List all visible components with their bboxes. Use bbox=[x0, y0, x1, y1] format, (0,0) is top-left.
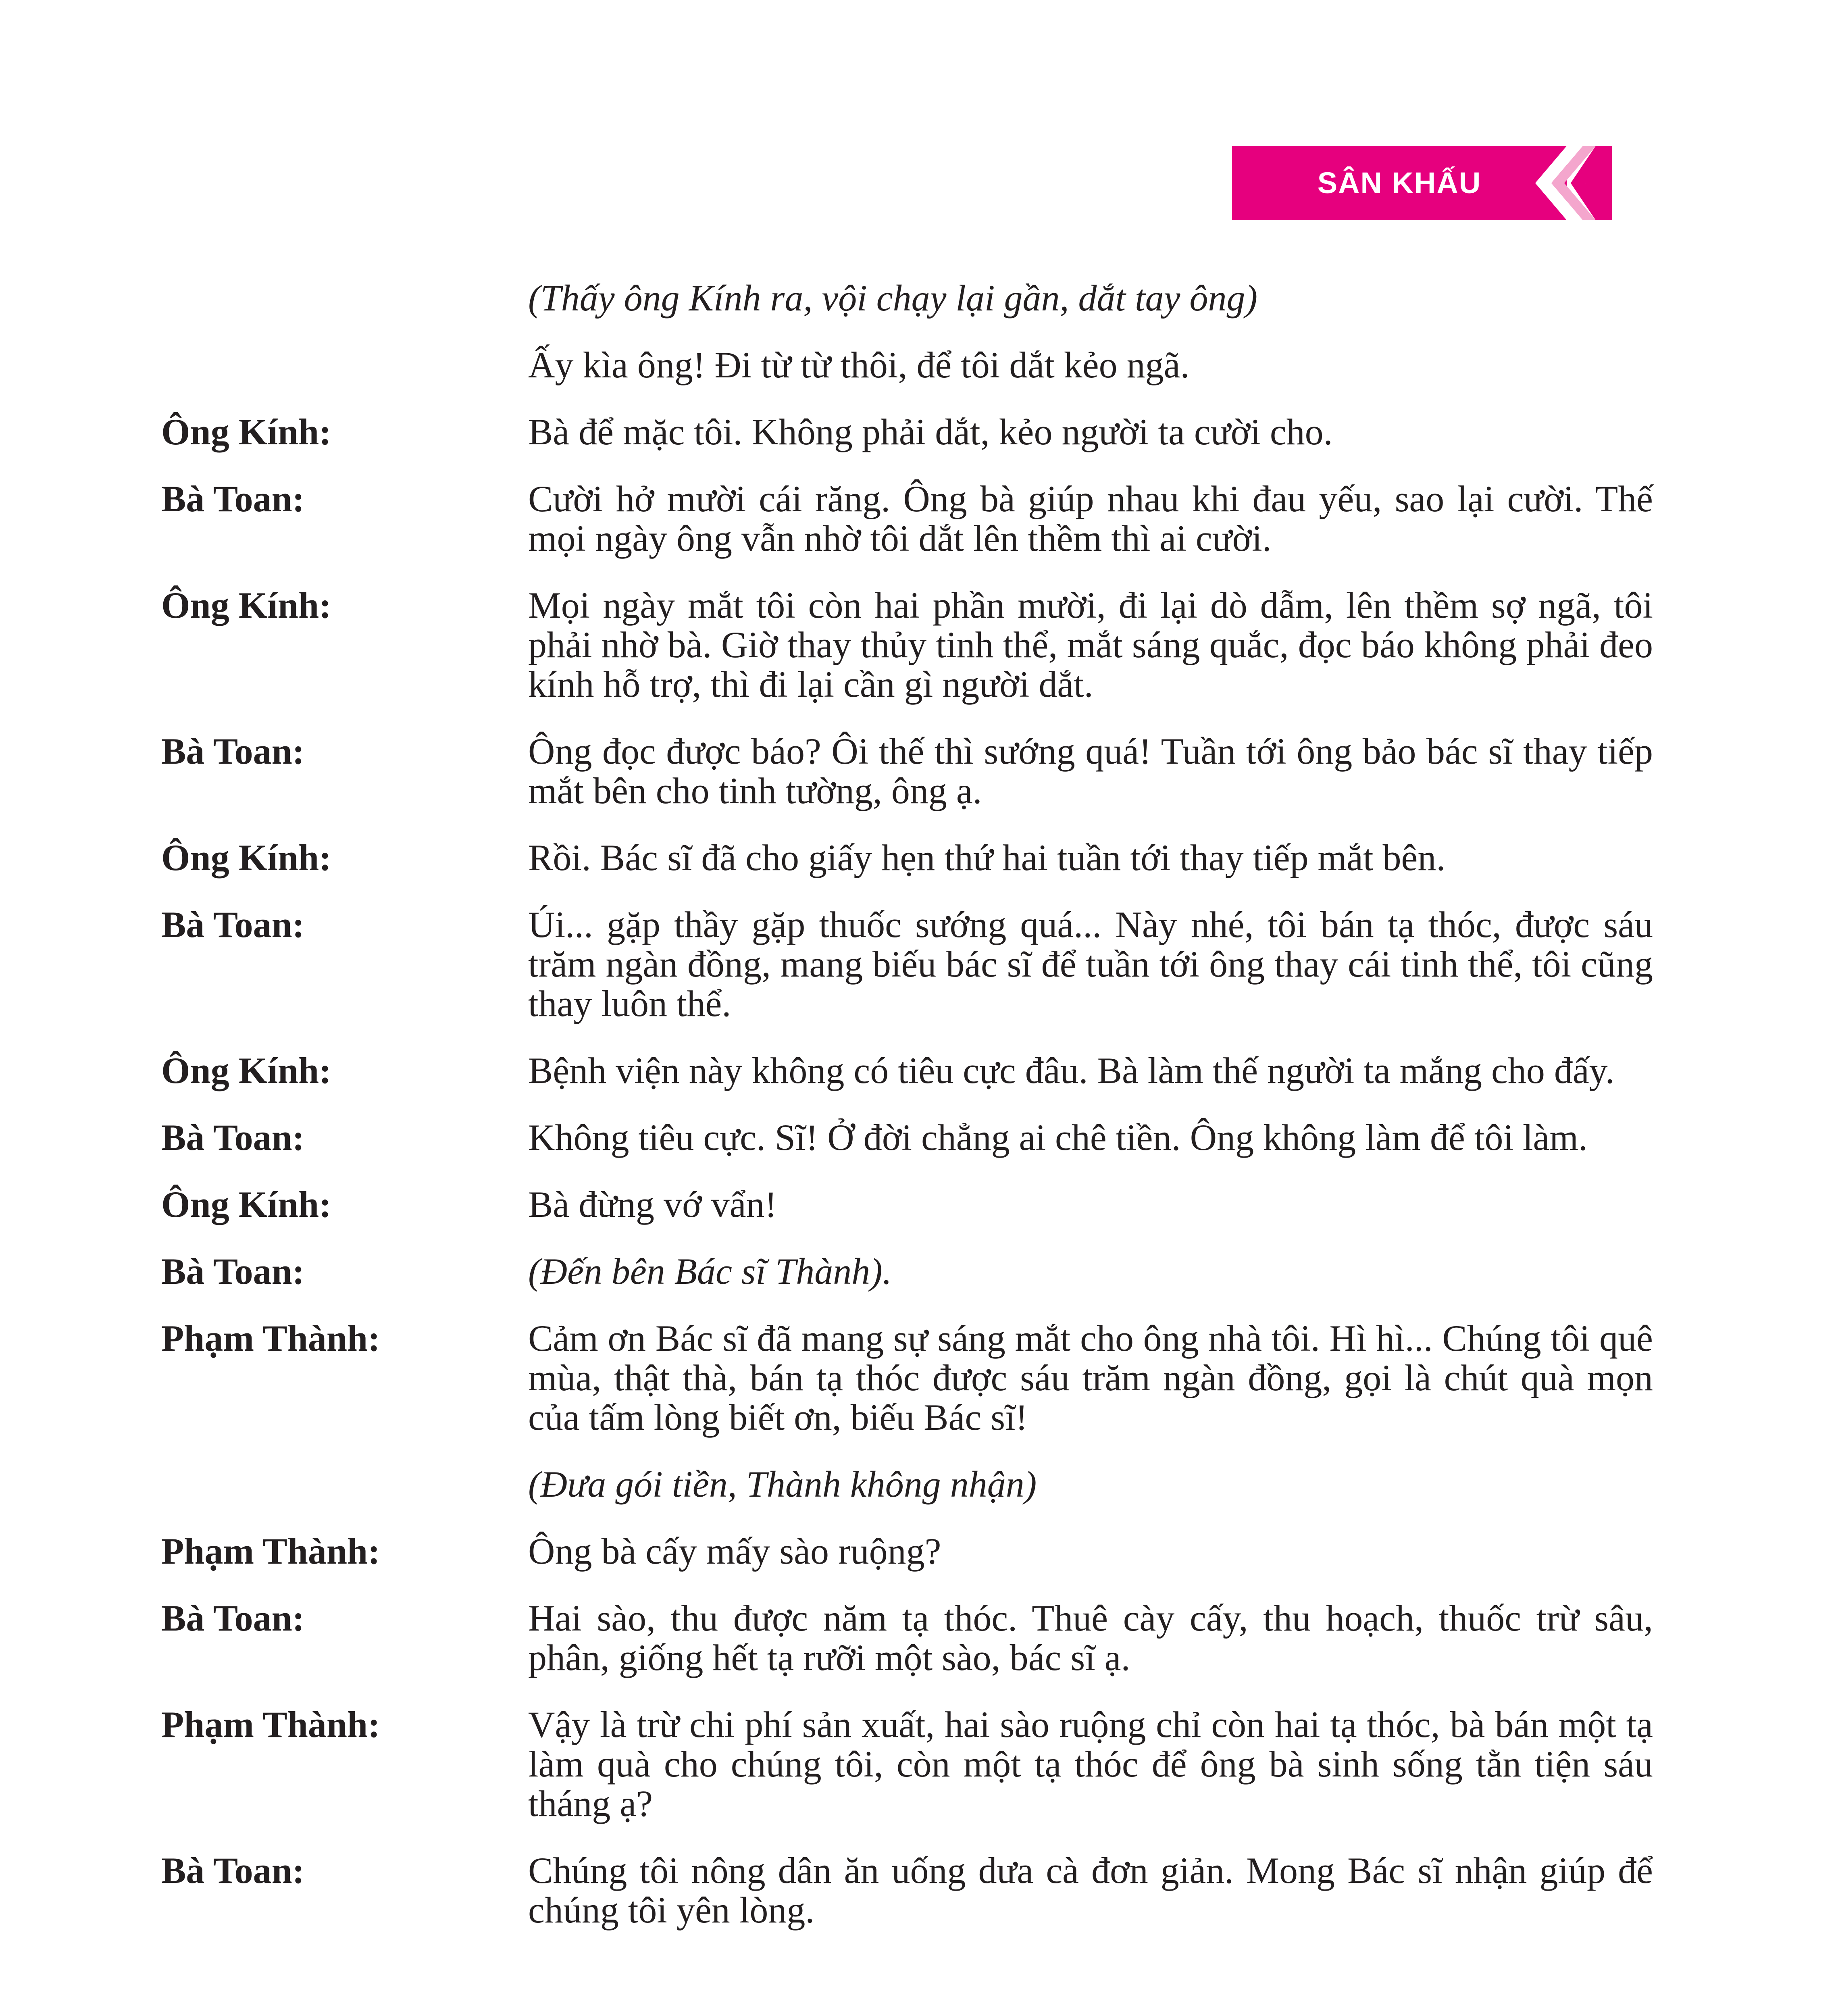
stage-direction: (Thấy ông Kính ra, vội chạy lại gần, dắt tay ông) bbox=[528, 277, 1258, 319]
dialogue-row bbox=[161, 479, 1653, 558]
speaker-name: Bà Toan: bbox=[161, 478, 305, 519]
speaker-name: Ông Kính: bbox=[161, 411, 331, 452]
stage-direction: (Đưa gói tiền, Thành không nhận) bbox=[528, 1464, 1037, 1505]
dialogue-line: Bà đừng vớ vẩn! bbox=[528, 1184, 777, 1225]
dialogue-line: Hai sào, thu được năm tạ thóc. Thuê cày cấy, thu hoạch, thuốc trừ sâu, phân, giống hết tạ rưỡi một sào, bác sĩ ạ. bbox=[528, 1597, 1653, 1678]
dialogue-row bbox=[161, 345, 1653, 385]
dialogue-line: Ấy kìa ông! Đi từ từ thôi, để tôi dắt kẻo ngã. bbox=[528, 344, 1190, 385]
stage-direction: (Đến bên Bác sĩ Thành). bbox=[528, 1251, 892, 1292]
dialogue-line: Cảm ơn Bác sĩ đã mang sự sáng mắt cho ông nhà tôi. Hì hì... Chúng tôi quê mùa, thật thà, bán tạ thóc được sáu trăm ngàn đồng, gọi là chút quà mọn của tấm lòng biết ơn, biếu Bác sĩ! bbox=[528, 1318, 1653, 1438]
speaker-name: Ông Kính: bbox=[161, 837, 331, 878]
speaker-name: Phạm Thành: bbox=[161, 1318, 380, 1359]
dialogue-row bbox=[161, 731, 1653, 810]
section-title: SÂN KHẤU bbox=[1317, 166, 1482, 200]
dialogue-row bbox=[161, 278, 1653, 318]
speaker-name bbox=[161, 278, 528, 318]
dialogue-line: Không tiêu cực. Sĩ! Ở đời chẳng ai chê tiền. Ông không làm để tôi làm. bbox=[528, 1117, 1588, 1158]
dialogue-line: Bà để mặc tôi. Không phải dắt, kẻo người ta cười cho. bbox=[528, 411, 1333, 452]
dialogue-line: Rồi. Bác sĩ đã cho giấy hẹn thứ hai tuần tới thay tiếp mắt bên. bbox=[528, 837, 1446, 878]
speaker-name: Ông Kính: bbox=[161, 1184, 331, 1225]
dialogue-row bbox=[161, 412, 1653, 452]
dialogue-row bbox=[161, 1252, 1653, 1291]
dialogue-line: Ông bà cấy mấy sào ruộng? bbox=[528, 1531, 941, 1572]
speaker-name: Bà Toan: bbox=[161, 1850, 305, 1891]
speaker-name: Bà Toan: bbox=[161, 1117, 305, 1158]
dialogue-row bbox=[161, 1051, 1653, 1090]
dialogue-line: Bệnh viện này không có tiêu cực đâu. Bà làm thế người ta mắng cho đấy. bbox=[528, 1050, 1615, 1091]
dialogue-row bbox=[161, 905, 1653, 1023]
dialogue-row bbox=[161, 1705, 1653, 1823]
speaker-name: Bà Toan: bbox=[161, 731, 305, 772]
dialogue-row bbox=[161, 1851, 1653, 1930]
speaker-name: Bà Toan: bbox=[161, 1597, 305, 1639]
speaker-name: Phạm Thành: bbox=[161, 1531, 380, 1572]
speaker-name bbox=[161, 345, 528, 385]
dialogue-line: Chúng tôi nông dân ăn uống dưa cà đơn giản. Mong Bác sĩ nhận giúp để chúng tôi yên lòng. bbox=[528, 1850, 1653, 1931]
dialogue-row bbox=[161, 585, 1653, 704]
dialogue-row bbox=[161, 1464, 1653, 1504]
chevron-decoration-icon bbox=[1535, 146, 1612, 220]
dialogue-row bbox=[161, 838, 1653, 877]
dialogue-row bbox=[161, 1531, 1653, 1571]
dialogue-row bbox=[161, 1318, 1653, 1437]
speaker-name: Ông Kính: bbox=[161, 585, 331, 626]
dialogue-line: Vậy là trừ chi phí sản xuất, hai sào ruộng chỉ còn hai tạ thóc, bà bán một tạ làm quà cho chúng tôi, còn một tạ thóc để ông bà sinh sống tằn tiện sáu tháng ạ? bbox=[528, 1704, 1653, 1824]
speaker-name: Ông Kính: bbox=[161, 1050, 331, 1091]
dialogue-line: Cười hở mười cái răng. Ông bà giúp nhau khi đau yếu, sao lại cười. Thế mọi ngày ông vẫn nhờ tôi dắt lên thềm thì ai cười. bbox=[528, 478, 1653, 559]
speaker-name: Bà Toan: bbox=[161, 1251, 305, 1292]
play-script bbox=[161, 278, 1653, 1957]
speaker-name bbox=[161, 1464, 528, 1504]
dialogue-line: Mọi ngày mắt tôi còn hai phần mười, đi lại dò dẫm, lên thềm sợ ngã, tôi phải nhờ bà. Giờ thay thủy tinh thể, mắt sáng quắc, đọc báo không phải đeo kính hỗ trợ, thì đi lại cần gì người dắt. bbox=[528, 585, 1653, 705]
dialogue-row bbox=[161, 1598, 1653, 1677]
speaker-name: Phạm Thành: bbox=[161, 1704, 380, 1745]
dialogue-line: Ông đọc được báo? Ôi thế thì sướng quá! Tuần tới ông bảo bác sĩ thay tiếp mắt bên cho tinh tường, ông ạ. bbox=[528, 731, 1653, 811]
speaker-name: Bà Toan: bbox=[161, 904, 305, 945]
dialogue-line: Úi... gặp thầy gặp thuốc sướng quá... Này nhé, tôi bán tạ thóc, được sáu trăm ngàn đồng, mang biếu bác sĩ để tuần tới ông thay cái tinh thể, tôi cũng thay luôn thể. bbox=[528, 904, 1653, 1024]
section-tab bbox=[1232, 146, 1595, 220]
dialogue-row bbox=[161, 1185, 1653, 1224]
dialogue-row bbox=[161, 1118, 1653, 1157]
